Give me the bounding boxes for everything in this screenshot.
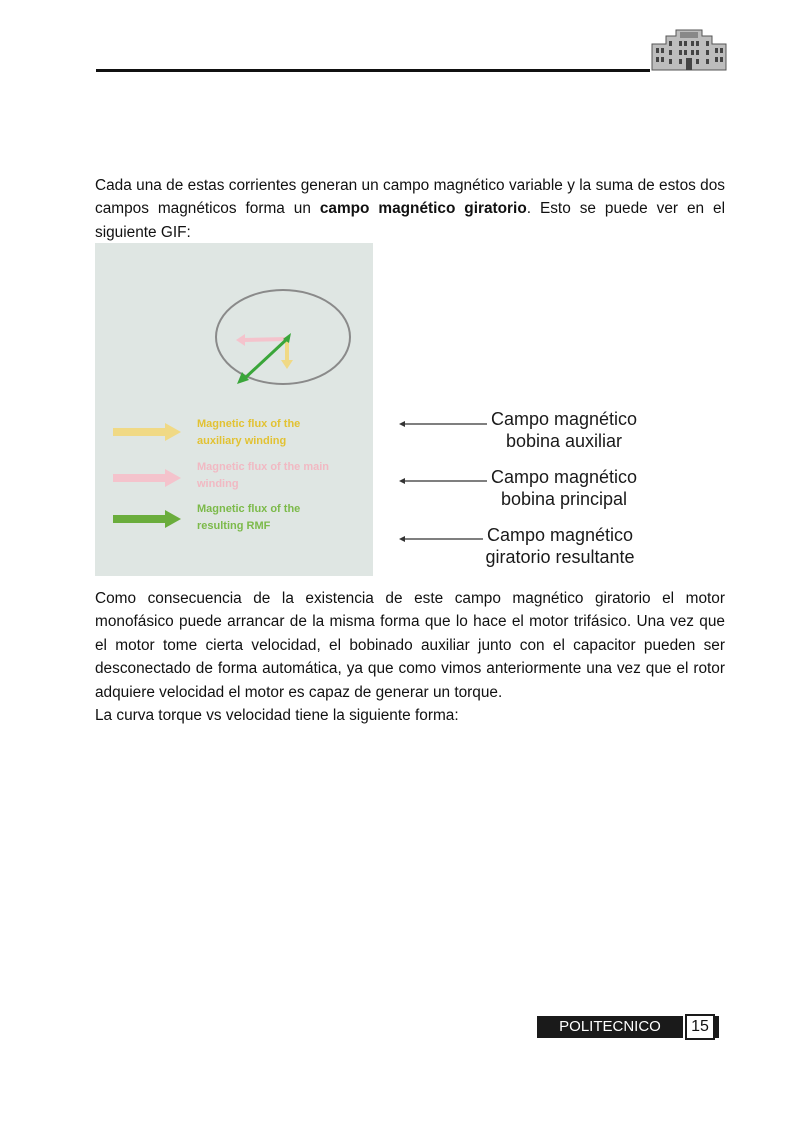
header-rule: [96, 69, 726, 72]
legend-main-text: Magnetic flux of the main winding: [197, 461, 330, 490]
legend-auxiliary-text: Magnetic flux of the auxiliary winding: [197, 418, 301, 447]
footer-cap: [713, 1016, 719, 1038]
label-resulting-field: Campo magnético giratorio resultante: [485, 525, 635, 567]
intro-bold-term: campo magnético giratorio: [319, 200, 527, 218]
footer-institution: POLITECNICO: [537, 1016, 683, 1038]
legend-resulting-text: Magnetic flux of the resulting RMF: [197, 503, 301, 532]
body-paragraph-curve: La curva torque vs velocidad tiene la siguiente forma:: [95, 707, 459, 724]
label-auxiliary-field: Campo magnético bobina auxiliar: [490, 409, 638, 451]
pointer-arrow-icon: [399, 477, 487, 485]
rotating-field-diagram: [213, 287, 353, 387]
rotating-field-figure: [95, 243, 373, 576]
auxiliary-flux-arrow-icon: [113, 423, 181, 441]
resulting-flux-arrow-icon: [113, 510, 181, 528]
main-flux-arrow-icon: [113, 469, 181, 487]
page-number: 15: [685, 1014, 715, 1040]
intro-paragraph: Cada una de estas corrientes generan un campo magnético variable y la suma de estos dos campos magnéticos forma un campo magnético giratorio. Esto se puede ver en el siguiente GIF:: [95, 177, 726, 241]
label-main-field: Campo magnético bobina principal: [490, 467, 638, 509]
body-paragraph: Como consecuencia de la existencia de este campo magnético giratorio el motor monofásico puede arrancar de la misma forma que lo hace el motor trifásico. Una vez que el motor tome cierta velocidad, el bobinado auxiliar junto con el capacitor pueden ser desconectado de forma automática, ya que como vimos anteriormente una vez que el rotor adquiere velocidad el motor es capaz de generar un torque.: [95, 590, 725, 701]
pointer-arrow-icon: [399, 535, 483, 543]
building-icon: [650, 26, 728, 72]
pointer-arrow-icon: [399, 420, 487, 428]
